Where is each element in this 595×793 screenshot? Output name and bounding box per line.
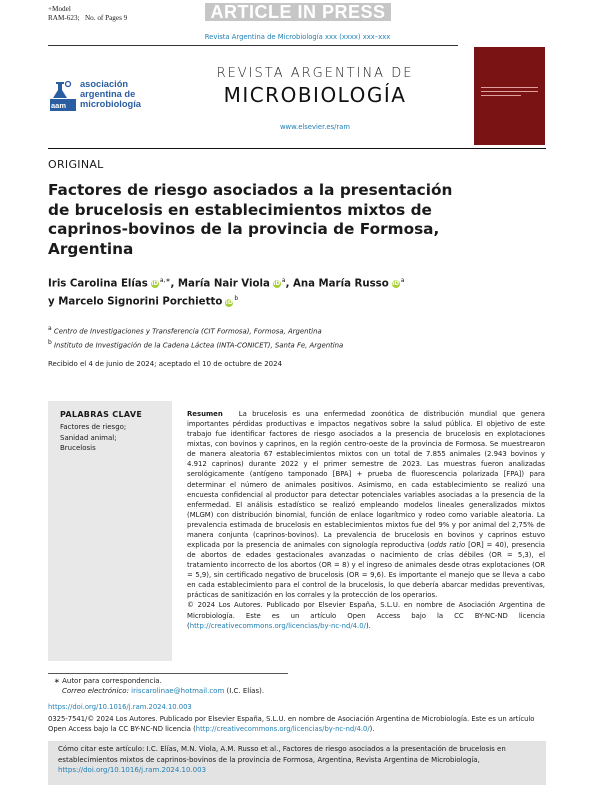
author-affiliation-mark: a,∗ xyxy=(159,277,171,284)
affiliation-item: $^a$ Centro de Investigaciones y Transferencia (CIT Formosa), Formosa, Argentina xyxy=(48,325,322,336)
author-name[interactable]: y Marcelo Signorini Porchietto xyxy=(48,296,223,308)
license-link[interactable]: http://creativecommons.org/licencias/by-nc-nd/4.0/ xyxy=(189,621,366,630)
article-in-press-banner: ARTICLE IN PRESS xyxy=(205,3,391,21)
orcid-icon[interactable]: iD xyxy=(225,298,233,306)
society-line-3: microbiología xyxy=(80,99,141,109)
author-name[interactable]: Iris Carolina Elías xyxy=(48,278,148,290)
author-affiliation-mark: a xyxy=(281,277,286,284)
journal-url-link[interactable]: www.elsevier.es/ram xyxy=(279,123,351,131)
model-label: +Model xyxy=(48,5,71,13)
license-link[interactable]: http://creativecommons.org/licencias/by-nc-nd/4.0/ xyxy=(195,725,370,733)
received-accepted-dates: Recibido el 4 de junio de 2024; aceptado el 10 de octubre de 2024 xyxy=(48,360,283,368)
orcid-icon[interactable]: iD xyxy=(273,280,281,288)
keyword-item: Sanidad animal; xyxy=(60,433,117,442)
affiliation-list xyxy=(48,323,343,352)
journal-cover-image xyxy=(474,47,545,145)
author-affiliation-mark: b xyxy=(234,295,239,303)
keyword-item: Factores de riesgo; xyxy=(60,423,127,431)
footnote-rule xyxy=(48,673,288,674)
correspondence-footnote: ∗ Autor para correspondencia. Correo electrónico: iriscarolinae@hotmail.com (I.C. Elías). xyxy=(54,677,265,695)
keywords-list xyxy=(60,422,126,454)
abstract: Resumen La brucelosis es una enfermedad zoonótica de distribución mundial que genera importantes pérdidas productivas e impactos negativos sobre la salud pública. El objetivo de este trabajo fue identificar factores de riesgo asociados a la presencia de brucelosis en explotaciones mixtas, con bovinos y caprinos, en la región centro-oeste de la provincia de Formosa. Se muestrearon de manera aleatoria 67 establecimientos mixtos con un total de 7.855 animales (2.943 bovinos y 4.912 caprinos) durante 2022 y el primer semestre de 2023. Las muestras fueron analizadas serológicamente (antígeno tamponado [BPA] + prueba de fluorescencia polarizada [FPA]) para determinar el número de animales positivos. Asimismo, en cada establecimiento se realizó una encuesta confidencial al productor para detectar potenciales variables asociadas a la presencia de la enfermedad. El análisis estadístico se realizó empleando modelos lineales generalizados mixtos (MLGM) con distribución binomial, función de enlace logarítmico y rodeo como variable aleatoria. La prevalencia estimada de brucelosis en establecimientos mixtos fue del 9% y por animal del 2,75% de manera conjunta (caprinos-bovinos). La prevalencia de brucelosis en bovinos y caprinos estuvo explicada por la presencia de animales con signología reproductiva (odds ratio [OR] = 40), presencia de abortos de edades gestacionales avanzadas o nacimiento de crías débiles (OR = 5,3), el tratamiento incorrecto de los abortos (OR = 8) y el ingreso de animales desde otras explotaciones (OR = 5,9), sin certificado negativo de brucelosis (OR = 9,6). Es importante el manejo que se lleva a cabo en cada establecimiento para el control de la brucelosis, lo que debería abarcar medidas preventivas, prácticas de sanitización en los corrales y la protección de los operarios. © 2024 Los Autores. Publicado por Elsevier España, S.L.U. en nombre de Asociación Argentina de Microbiología. Este es un artículo Open Access bajo la CC BY-NC-ND licencia (http://creativecommons.org/licencias/by-nc-nd/4.0/). xyxy=(187,410,545,630)
license-statement: 0325-7541/© 2024 Los Autores. Publicado por Elsevier España, S.L.U. en nombre de Asociación Argentina de Microbiología. Este es un artículo Open Access bajo la CC BY-NC-ND licencia (http://creativecommons.org/licencias/by-nc-nd/4.0/). xyxy=(48,715,535,733)
doi-link[interactable]: https://doi.org/10.1016/j.ram.2024.10.003 xyxy=(48,703,192,711)
email-link[interactable]: iriscarolinae@hotmail.com xyxy=(131,687,225,695)
author-list: Iris Carolina Elías $iD^{a,∗}$, María Nair Viola $iD^a$, Ana María Russo $iD^a$ y Marcelo Signorini Porchietto $iD^b$ xyxy=(48,277,405,308)
affiliation-item: $^b$ Instituto de Investigación de la Cadena Láctea (INTA-CONICET), Santa Fe, Argentina xyxy=(48,339,344,350)
author-affiliation-mark: a xyxy=(400,277,405,284)
society-line-1: asociación xyxy=(80,79,129,89)
orcid-icon[interactable]: iD xyxy=(392,280,400,288)
author-name[interactable]: Ana María Russo xyxy=(292,278,389,290)
journal-citation-line[interactable]: Revista Argentina de Microbiología xxx (xxxx) xxx–xxx xyxy=(204,33,391,41)
society-name xyxy=(80,79,141,109)
citation-text: Cómo citar este artículo: I.C. Elías, M.N. Viola, A.M. Russo et al., Factores de riesgo asociados a la presentación de brucelosis en establecimientos mixtos de caprinos-bovinos de la provincia de Formosa, Argentina, Revista Argentina de Microbiología, https://doi.org/10.1016/j.ram.2024.10.003 xyxy=(58,745,506,774)
abstract-label: Resumen xyxy=(187,410,223,418)
keyword-item: Brucelosis xyxy=(60,444,96,452)
aam-abbr: aam xyxy=(51,101,67,110)
society-line-2: argentina de xyxy=(80,89,136,99)
header-rule xyxy=(48,45,458,46)
article-title: Factores de riesgo asociados a la presentación de brucelosis en establecimientos mixtos de caprinos-bovinos de la provincia de Formosa, Argentina xyxy=(48,181,453,258)
model-tag xyxy=(48,5,127,23)
journal-name-main: MICROBIOLOGÍA xyxy=(223,83,407,107)
section-label: ORIGINAL xyxy=(48,158,104,171)
article-ref: RAM-623; xyxy=(48,14,80,22)
journal-name-top: REVISTA ARGENTINA DE xyxy=(216,66,414,81)
page-count: No. of Pages 9 xyxy=(84,14,128,22)
author-name[interactable]: María Nair Viola xyxy=(177,278,270,290)
keywords-heading: PALABRAS CLAVE xyxy=(60,410,143,419)
orcid-icon[interactable]: iD xyxy=(151,280,159,288)
citation-doi-link[interactable]: https://doi.org/10.1016/j.ram.2024.10.003 xyxy=(58,766,207,774)
section-rule xyxy=(48,148,546,149)
